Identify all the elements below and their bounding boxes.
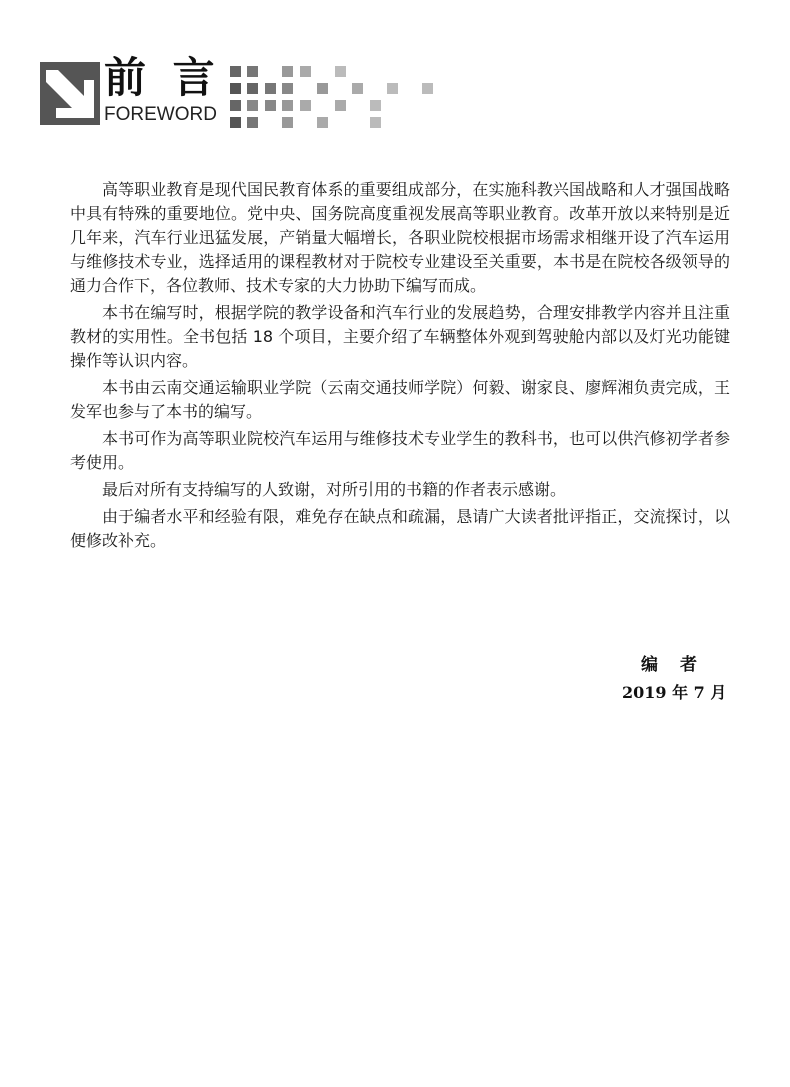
foreword-body xyxy=(70,178,730,556)
paragraph: 高等职业教育是现代国民教育体系的重要组成部分，在实施科教兴国战略和人才强国战略中具有特殊的重要地位。党中央、国务院高度重视发展高等职业教育。改革开放以来特别是近几年来，汽车行业迅猛发展，产销量大幅增长，各职业院校根据市场需求相继开设了汽车运用与维修技术专业，选择适用的课程教材对于院校专业建设至关重要，本书是在院校各级领导的通力合作下，各位教师、技术专家的大力协助下编写而成。 xyxy=(70,180,730,295)
paragraph: 本书由云南交通运输职业学院（云南交通技师学院）何毅、谢家良、廖辉湘负责完成，王发军也参与了本书的编写。 xyxy=(70,378,730,421)
paragraph: 本书在编写时，根据学院的教学设备和汽车行业的发展趋势，合理安排教学内容并且注重教材的实用性。全书包括 18 个项目，主要介绍了车辆整体外观到驾驶舱内部以及灯光功能键操作等认识内容。 xyxy=(70,303,730,370)
foreword-header xyxy=(40,53,460,130)
paragraph: 最后对所有支持编写的人致谢，对所引用的书籍的作者表示感谢。 xyxy=(102,480,567,499)
paragraph: 由于编者水平和经验有限，难免存在缺点和疏漏，恳请广大读者批评指正，交流探讨，以便修改补充。 xyxy=(70,507,730,550)
arrow-down-right-icon xyxy=(40,62,100,125)
signature-date: 2019 年 7 月 xyxy=(622,683,727,702)
page-subtitle-en: FOREWORD xyxy=(104,104,217,125)
page-title: 前 言 xyxy=(104,53,221,102)
paragraph: 本书可作为高等职业院校汽车运用与维修技术专业学生的教科书，也可以供汽修初学者参考使用。 xyxy=(70,429,730,472)
signature-author: 编者 xyxy=(641,655,719,675)
